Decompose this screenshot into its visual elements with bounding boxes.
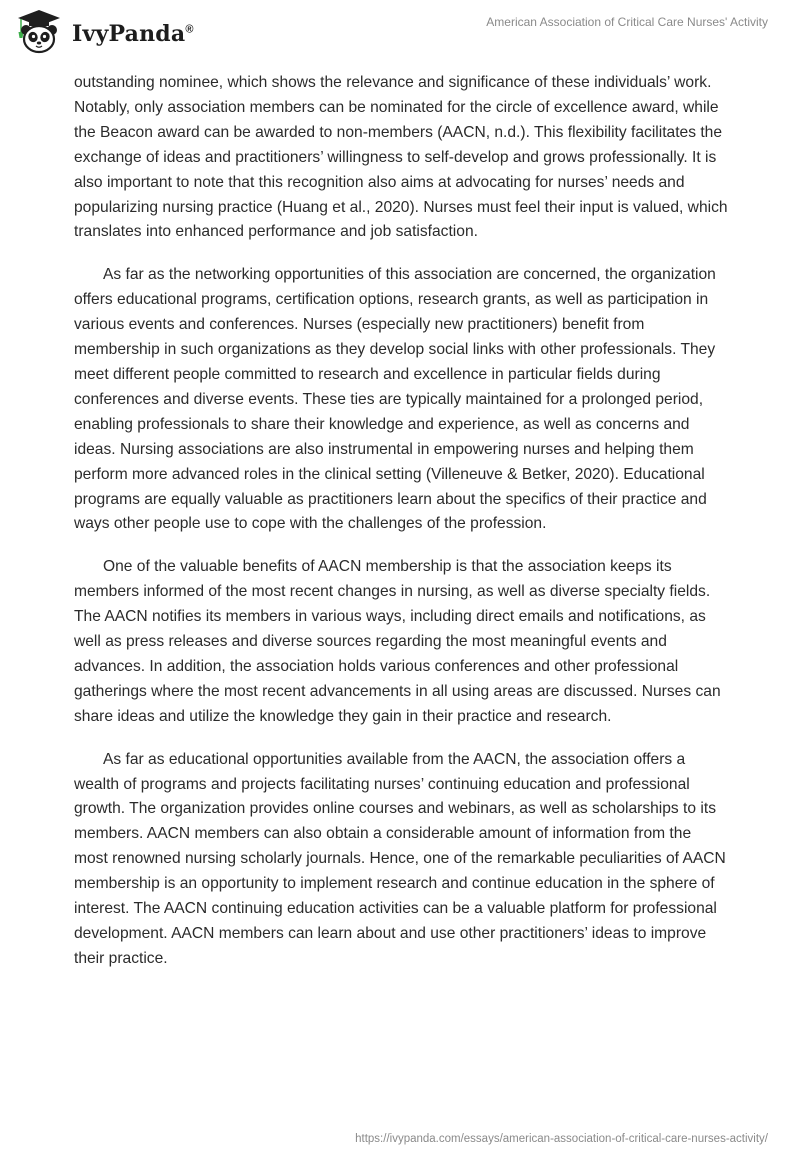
essay-paragraph: As far as educational opportunities available from the AACN, the association offers a wealth of programs and projects facilitating nurses’ continuing education and professional growth. The organization provides online courses and webinars, as well as scholarships to its members. AACN members can also obtain a considerable amount of information from the most renowned nursing scholarly journals. Hence, one of the remarkable peculiarities of AACN membership is an opportunity to implement research and continue education in the sphere of interest. The AACN continuing education activities can be a valuable platform for professional development. AACN members can learn about and use other practitioners’ ideas to improve their practice. (74, 750, 726, 967)
brand-name: IvyPanda® (72, 21, 194, 47)
panda-graduate-logo-icon (14, 8, 64, 56)
essay-paragraph: As far as the networking opportunities of this association are concerned, the organization offers educational programs, certification options, research grants, as well as participation in various events and conferences. Nurses (especially new practitioners) benefit from membership in such organizations as they develop social links with other professionals. They meet different people committed to research and excellence in particular fields during conferences and diverse events. These ties are typically maintained for a prolonged period, enabling professionals to share their knowledge and experience, as well as concerns and ideas. Nursing associations are also instrumental in empowering nurses and helping them perform more advanced roles in the clinical setting (Villeneuve & Betker, 2020). Educational programs are equally valuable as practitioners learn about the specifics of their practice and ways other people use to cope with the challenges of the profession. (74, 266, 716, 533)
brand-logo[interactable] (14, 8, 194, 56)
document-title: American Association of Critical Care Nurses' Activity (486, 15, 768, 29)
page-header (0, 0, 800, 70)
source-url[interactable]: https://ivypanda.com/essays/american-association-of-critical-care-nurses-activity/ (355, 1133, 768, 1145)
essay-body (74, 71, 728, 990)
essay-paragraph: outstanding nominee, which shows the relevance and significance of these individuals’ work. Notably, only association members can be nominated for the circle of excellence award, while the Beacon award can be awarded to non-members (AACN, n.d.). This flexibility facilitates the exchange of ideas and practitioners’ willingness to self-develop and grows professionally. It is also important to note that this recognition also aims at advocating for nurses’ needs and popularizing nursing practice (Huang et al., 2020). Nurses must feel their input is valued, which translates into enhanced performance and job satisfaction. (74, 74, 728, 241)
essay-paragraph: One of the valuable benefits of AACN membership is that the association keeps its members informed of the most recent changes in nursing, as well as diverse specialty fields. The AACN notifies its members in various ways, including direct emails and notifications, as well as press releases and diverse sources regarding the most meaningful events and advances. In addition, the association holds various conferences and other professional gatherings where the most recent advancements in all using areas are discussed. Nurses can share ideas and utilize the knowledge they gain in their practice and research. (74, 558, 721, 725)
registered-mark: ® (185, 23, 194, 36)
